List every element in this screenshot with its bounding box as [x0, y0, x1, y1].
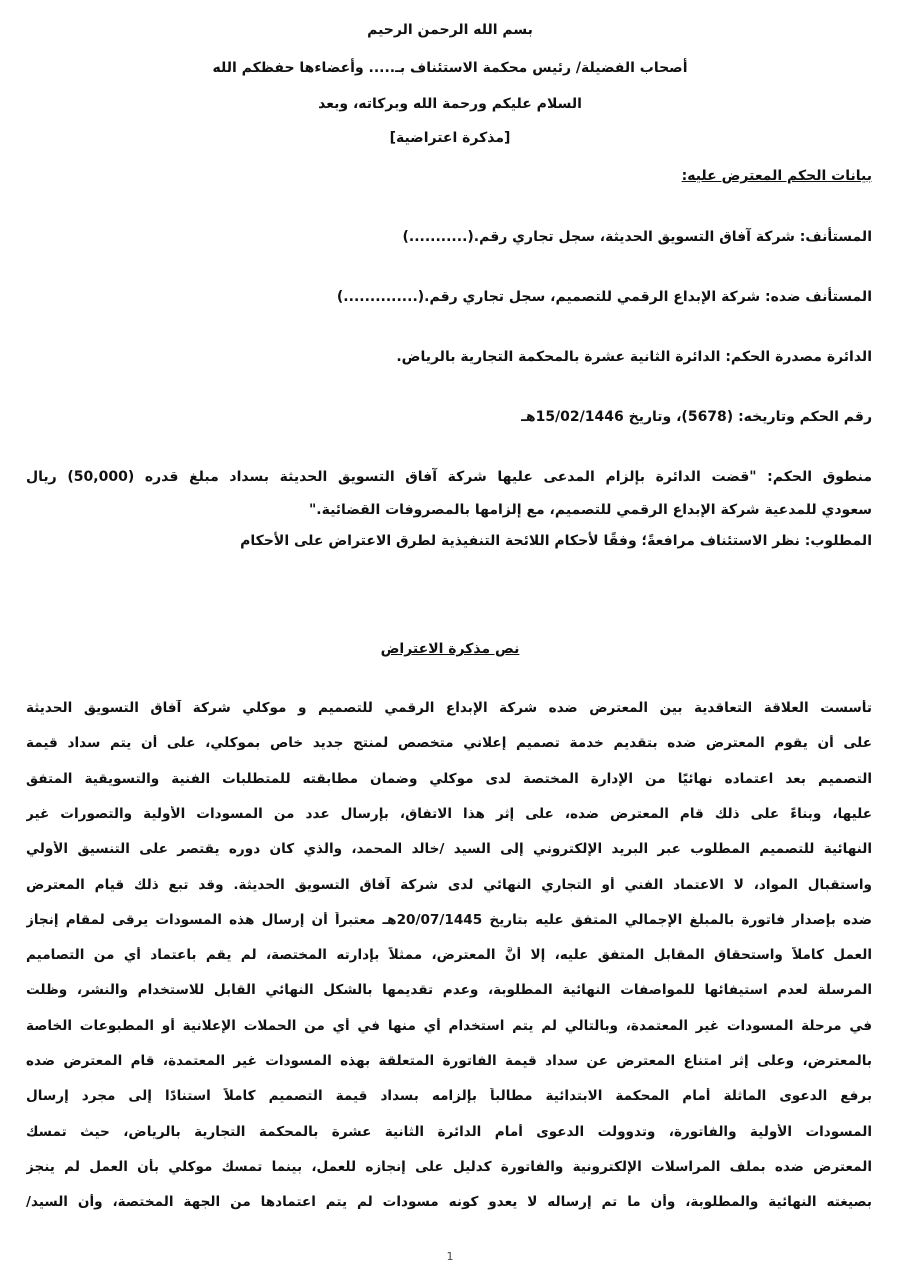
memo-line: بالمعترض، وعلى إثر امتناع المعترض عن سداد قيمة الفاتورة المتعلقة بهذه المسودات غير المعتمدة، قام المعترض ضده [26, 1053, 872, 1069]
memo-line: المسودات الأولية والفاتورة، وتدوولت الدعوى أمام الدائرة الثانية عشرة بالمحكمة التجارية بالرياض، حيث تمسك [26, 1123, 872, 1140]
judgment-heading: بيانات الحكم المعترض عليه: [681, 168, 872, 184]
ruling-line: سعودي للمدعية شركة الإبداع الرقمي للتصميم، مع إلزامها بالمصروفات القضائية." [308, 502, 872, 518]
memo-line: في مرحلة المسودات غير المعتمدة، وبالتالي لم يتم استخدام أي منها في أي من الحملات الإعلانية أو المطبوعات الخاصة [26, 1017, 872, 1034]
ruling-line: منطوق الحكم: "قضت الدائرة بإلزام المدعى عليها شركة آفاق التسويق الحديثة بسداد مبلغ قدره (50,000) ريال [26, 469, 873, 485]
addressee: أصحاب الفضيلة/ رئيس محكمة الاستئناف بـ..... وأعضاءها حفظكم الله [212, 60, 688, 76]
document-type: [مذكرة اعتراضية] [389, 130, 511, 146]
memo-line: على أن يقوم المعترض ضده بتقديم خدمة تصميم إعلاني متخصص لمنتج جديد خاص بموكلي، على أن يتم سداد قيمة [26, 735, 872, 752]
memo-line: النهائية للتصميم المطلوب عبر البريد الإلكتروني إلى السيد /خالد المحمد، والذي كان دوره يقتصر على التنسيق الأولي [26, 841, 872, 858]
memo-heading: نص مذكرة الاعتراض [380, 641, 520, 657]
memo-line: العمل كاملاً واستحقاق المقابل المتفق عليه، إلا أنَّ المعترض، ممثلاً بإدارته المختصة، لم يقم باعتماد أي من التصاميم [26, 947, 872, 964]
requested-relief: المطلوب: نظر الاستئناف مرافعةً؛ وفقًا لأحكام اللائحة التنفيذية لطرق الاعتراض على الأحكام [240, 533, 872, 549]
basmala: بسم الله الرحمن الرحيم [367, 22, 533, 38]
memo-line: ضده بإصدار فاتورة بالمبلغ الإجمالي المتفق عليه بتاريخ 20/07/1445هـ معتبراً أن إرسال هذه المسودات يرقى لمقام إنجاز [26, 911, 872, 928]
memo-line: عليها، وبناءً على ذلك قام المعترض ضده، على إثر هذا الاتفاق، بإرسال عدد من المسودات الأولية والتصورات غير [26, 805, 872, 822]
memo-line: المعترض ضده بملف المراسلات الإلكترونية والفاتورة كدليل على إنجازه للعمل، بينما تمسك موكلي بأن العمل لم ينجز [26, 1158, 872, 1175]
memo-line: تأسست العلاقة التعاقدية بين المعترض ضده شركة الإبداع الرقمي للتصميم و موكلي شركة آفاق التسويق الحديثة [26, 700, 872, 716]
memo-line: واستقبال المواد، لا الاعتماد الفني أو التجاري النهائي لدى شركة آفاق التسويق الحديثة. وقد تبع ذلك قيام المعترض [26, 876, 872, 893]
greeting: السلام عليكم ورحمة الله وبركاته، وبعد [318, 96, 582, 112]
memo-line: برفع الدعوى الماثلة أمام المحكمة الابتدائية مطالباً بإلزامه بسداد قيمة التصميم كاملاً استنادًا إلى مجرد إرسال [26, 1088, 872, 1105]
page-number: 1 [446, 1250, 454, 1263]
appellee: المستأنف ضده: شركة الإبداع الرقمي للتصميم، سجل تجاري رقم.(..............) [336, 289, 872, 305]
appellant: المستأنف: شركة آفاق التسويق الحديثة، سجل تجاري رقم.(...........) [402, 229, 872, 245]
memo-line: بصيغته النهائية والمطلوبة، وأن ما تم إرساله لا يعدو كونه مسودات لم يتم اعتمادها من الجهة المختصة، وأن السيد/ [26, 1194, 872, 1211]
judgment-number-date: رقم الحكم وتاريخه: (5678)، وتاريخ 15/02/1446هـ [521, 409, 872, 425]
memo-line: التصميم بعد اعتماده نهائيًا من الإدارة المختصة لدى موكلي وضمان مطابقته للمتطلبات الفنية والتسويقية المتفق [26, 770, 872, 787]
issuing-circuit: الدائرة مصدرة الحكم: الدائرة الثانية عشرة بالمحكمة التجارية بالرياض. [396, 349, 872, 365]
memo-line: المرسلة لعدم استيفائها للمواصفات النهائية المطلوبة، وعدم تقديمها بالشكل النهائي القابل للاستخدام والنشر، وظلت [26, 982, 872, 999]
